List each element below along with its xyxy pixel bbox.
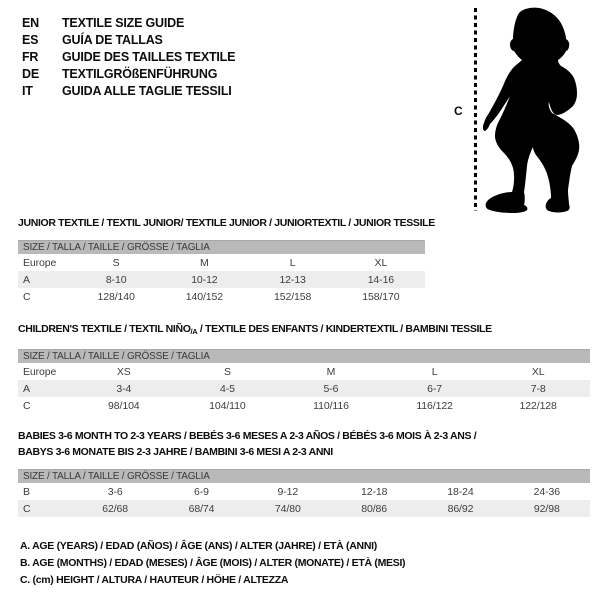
size-cell: 110/116	[313, 399, 349, 412]
size-cell: 8-10	[105, 273, 127, 286]
size-cell: 104/110	[209, 399, 246, 412]
row-label: B	[23, 485, 30, 498]
table-row	[18, 397, 590, 414]
size-cell: 14-16	[367, 273, 395, 286]
size-cell: 68/74	[188, 502, 215, 515]
table-row	[18, 271, 425, 288]
title-text: BABYS 3-6 MONATE BIS 2-3 JAHRE / BAMBINI 3-6 MESI A 2-3 ANNI	[18, 446, 333, 458]
baby-figure	[452, 6, 598, 216]
size-cell: L	[431, 365, 438, 378]
size-header-bar: SIZE / TALLA / TAILLE / GRÖSSE / TAGLIA	[18, 240, 425, 254]
table-row	[18, 363, 590, 380]
children-textile-section	[18, 321, 590, 414]
size-cell: 6-7	[427, 382, 443, 395]
title-text: CHILDREN'S TEXTILE / TEXTIL NIÑO	[18, 323, 191, 335]
table-title-line	[18, 321, 590, 340]
row-label: A	[23, 382, 30, 395]
babies-textile-section	[18, 428, 590, 517]
title-text: BABIES 3-6 MONTH TO 2-3 YEARS / BEBÉS 3-6 MESES A 2-3 AÑOS / BÉBÉS 3-6 MOIS À 2-3 ANS /	[18, 430, 477, 442]
table-title-line	[18, 428, 590, 444]
row-label: Europe	[23, 365, 57, 378]
size-cell: 12-18	[360, 485, 388, 498]
language-code: IT	[22, 83, 33, 98]
size-cell: 9-12	[277, 485, 299, 498]
size-cell: S	[112, 256, 120, 269]
size-cell: 128/140	[97, 290, 135, 303]
language-code: EN	[22, 15, 39, 30]
size-cell: 10-12	[191, 273, 218, 286]
size-header-bar: SIZE / TALLA / TAILLE / GRÖSSE / TAGLIA	[18, 469, 590, 483]
table-row	[18, 254, 425, 271]
table-title	[18, 428, 590, 460]
size-cell: XL	[531, 365, 545, 378]
title-text: JUNIOR TEXTILE / TEXTIL JUNIOR/ TEXTILE JUNIOR / JUNIORTEXTIL / JUNIOR TESSILE	[18, 217, 435, 229]
language-row-fr	[22, 48, 235, 65]
language-code: FR	[22, 49, 39, 64]
language-code: ES	[22, 32, 39, 47]
table-title	[18, 215, 435, 231]
size-cell: 24-36	[533, 485, 560, 498]
size-cell: 98/104	[108, 399, 140, 412]
size-cell: 92/98	[533, 502, 560, 515]
language-row-it	[22, 82, 235, 99]
language-title: GUIDE DES TAILLES TEXTILE	[62, 49, 236, 64]
row-label: C	[23, 502, 31, 515]
table-row	[18, 380, 590, 397]
title-text: / TEXTILE DES ENFANTS / KINDERTEXTIL / BAMBINI TESSILE	[197, 323, 492, 335]
size-cell: 116/122	[416, 399, 453, 412]
language-title: TEXTILE SIZE GUIDE	[62, 15, 185, 30]
size-cell: S	[223, 365, 231, 378]
toddler-silhouette-icon	[483, 6, 593, 214]
table-row	[18, 500, 590, 517]
size-cell: 6-9	[194, 485, 209, 498]
size-cell: 74/80	[274, 502, 301, 515]
size-cell: M	[200, 256, 209, 269]
size-cell: XL	[374, 256, 388, 269]
footnote-b: B. AGE (MONTHS) / EDAD (MESES) / ÂGE (MOIS) / ALTER (MONATE) / ETÀ (MESI)	[20, 557, 406, 569]
footnote-a: A. AGE (YEARS) / EDAD (AÑOS) / ÂGE (ANS) / ALTER (JAHRE) / ETÀ (ANNI)	[20, 540, 377, 552]
footnote-c: C. (cm) HEIGHT / ALTURA / HAUTEUR / HÖHE / ALTEZZA	[20, 574, 289, 586]
table-row	[18, 288, 425, 305]
size-cell: 86/92	[447, 502, 474, 515]
title-subscript: /A	[190, 327, 198, 336]
table-title-line	[18, 215, 435, 231]
size-cell: 3-6	[107, 485, 123, 498]
size-cell: 152/158	[273, 290, 312, 303]
size-cell: 3-4	[116, 382, 132, 395]
table-row	[18, 483, 590, 500]
language-list	[22, 14, 235, 99]
table-title	[18, 321, 590, 340]
size-cell: 7-8	[530, 382, 546, 395]
footnotes	[20, 538, 405, 589]
junior-textile-section	[18, 215, 435, 305]
size-cell: 5-6	[323, 382, 339, 395]
size-cell: 4-5	[219, 382, 235, 395]
row-label: Europe	[23, 256, 57, 269]
language-title: GUÍA DE TALLAS	[62, 32, 163, 47]
row-label: C	[23, 399, 31, 412]
size-cell: 122/128	[519, 399, 557, 412]
language-row-en	[22, 14, 235, 31]
language-row-de	[22, 65, 235, 82]
size-cell: 80/86	[361, 502, 388, 515]
size-cell: 62/68	[102, 502, 129, 515]
language-title: GUIDA ALLE TAGLIE TESSILI	[62, 83, 232, 98]
size-cell: L	[289, 256, 296, 269]
size-cell: 18-24	[447, 485, 474, 498]
language-code: DE	[22, 66, 39, 81]
language-row-es	[22, 31, 235, 48]
size-cell: 140/152	[185, 290, 223, 303]
row-label: C	[23, 290, 31, 303]
table-title-line	[18, 444, 590, 460]
row-label: A	[23, 273, 30, 286]
size-cell: M	[326, 365, 336, 378]
height-label-c: C	[454, 104, 463, 118]
language-title: TEXTILGRÖßENFÜHRUNG	[62, 66, 218, 81]
size-cell: 158/170	[362, 290, 400, 303]
size-cell: 12-13	[279, 273, 306, 286]
size-header-bar: SIZE / TALLA / TAILLE / GRÖSSE / TAGLIA	[18, 349, 590, 363]
size-cell: XS	[116, 365, 131, 378]
height-dashed-line	[474, 8, 477, 211]
